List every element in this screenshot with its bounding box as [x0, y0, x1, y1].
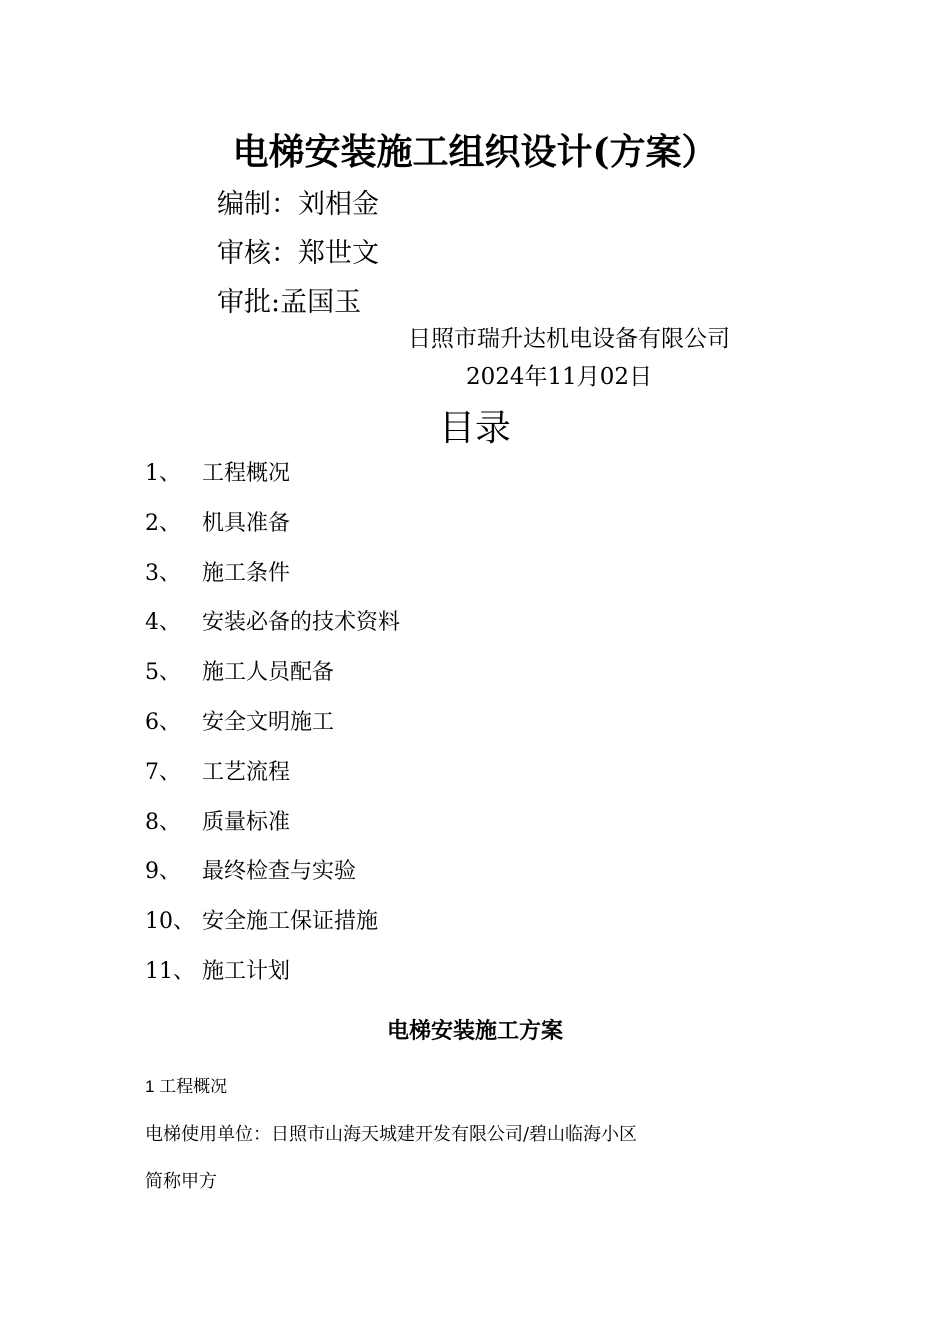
toc-item-number: 11、 — [145, 958, 195, 984]
toc-item-number: 4、 — [145, 610, 181, 636]
toc-item-label: 施工条件 — [202, 560, 291, 586]
toc-item-label: 机具准备 — [202, 510, 291, 536]
toc-item — [145, 605, 400, 655]
toc-item-number: 9、 — [145, 859, 181, 885]
section-heading: 1 工程概况 — [145, 1077, 228, 1096]
toc-item — [145, 556, 400, 606]
toc-item-number: 5、 — [145, 660, 181, 686]
toc-item-label: 安装必备的技术资料 — [202, 610, 401, 636]
toc-list — [145, 456, 400, 1004]
toc-item-label: 工程概况 — [202, 461, 291, 486]
toc-item-label: 施工人员配备 — [202, 660, 335, 686]
toc-item-number: 1、 — [145, 461, 181, 486]
document-date: 2024年11月02日 — [466, 364, 653, 390]
toc-item-label: 最终检查与实验 — [202, 859, 357, 885]
toc-item — [145, 755, 400, 805]
toc-item-label: 工艺流程 — [202, 759, 291, 785]
toc-item-label: 安全施工保证措施 — [202, 909, 379, 935]
toc-item — [145, 954, 400, 1004]
toc-item — [145, 456, 400, 506]
toc-item — [145, 705, 400, 755]
toc-item — [145, 805, 400, 855]
toc-item-number: 6、 — [145, 709, 181, 735]
company-name: 日照市瑞升达机电设备有限公司 — [408, 326, 730, 352]
document-title: 电梯安装施工组织设计(方案） — [232, 131, 718, 173]
toc-item-label: 施工计划 — [202, 958, 291, 984]
plan-subtitle: 电梯安装施工方案 — [386, 1018, 563, 1044]
toc-item-label: 安全文明施工 — [202, 709, 335, 735]
toc-item-number: 8、 — [145, 809, 181, 835]
abbreviation-paragraph: 简称甲方 — [145, 1171, 217, 1192]
compiled-by: 编制：刘相金 — [217, 189, 379, 220]
approved-by: 审批:孟国玉 — [217, 287, 362, 318]
toc-item — [145, 904, 400, 954]
toc-item — [145, 854, 400, 904]
toc-heading: 目录 — [438, 408, 511, 449]
toc-item — [145, 506, 400, 556]
toc-item — [145, 655, 400, 705]
toc-item-number: 7、 — [145, 759, 181, 785]
toc-item-label: 质量标准 — [202, 809, 291, 835]
toc-item-number: 3、 — [145, 560, 181, 586]
toc-item-number: 10、 — [145, 909, 195, 935]
reviewed-by: 审核：郑世文 — [217, 238, 379, 269]
toc-item-number: 2、 — [145, 510, 181, 536]
user-unit-paragraph: 电梯使用单位：日照市山海天城建开发有限公司/碧山临海小区 — [145, 1124, 638, 1145]
